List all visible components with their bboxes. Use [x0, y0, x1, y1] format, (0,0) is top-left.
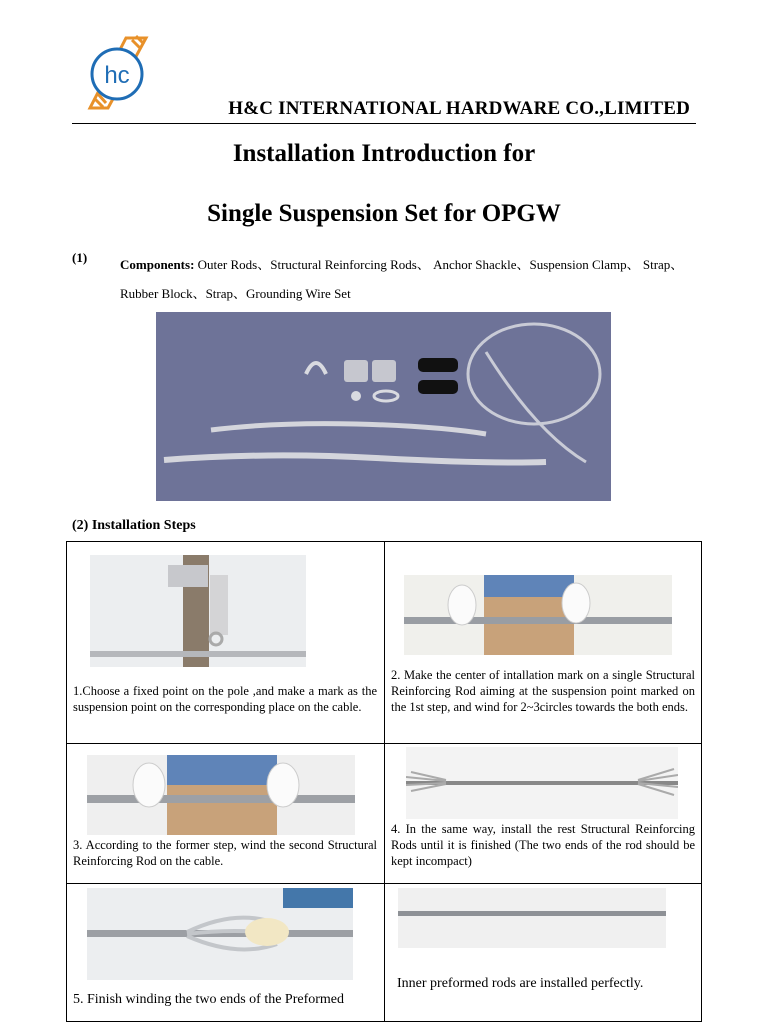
step2-text: 2. Make the center of intallation mark on a single Structural Reinforcing Rod aiming at the suspension point marked on the 1st step, and wind for 2~3circles towards the both ends. — [391, 668, 695, 714]
right-glove-icon — [562, 583, 590, 623]
installation-steps-heading: (2) Installation Steps — [72, 518, 196, 533]
components-list: Outer Rods、Structural Reinforcing Rods、 Anchor Shackle、Suspension Clamp、 Strap、 Rubber Block、Strap、Grounding Wire Set — [120, 257, 684, 301]
table-row-divider — [67, 743, 701, 744]
components-text-block — [120, 250, 720, 308]
step6-photo — [398, 888, 666, 948]
logo-text: hc — [104, 62, 130, 89]
step3-text: 3. According to the former step, wind the second Structural Reinforcing Rod on the cable. — [73, 838, 377, 868]
company-name: H&C INTERNATIONAL HARDWARE CO.,LIMITED — [228, 98, 690, 119]
components-label: Components: — [120, 257, 195, 272]
table-row-divider — [67, 883, 701, 884]
step4-photo — [406, 747, 678, 819]
document-title-line2: Single Suspension Set for OPGW — [207, 200, 561, 227]
step3-photo — [87, 755, 355, 835]
step2-photo — [404, 575, 672, 655]
components-photo — [156, 312, 611, 501]
hc-logo-icon — [86, 34, 152, 114]
step6-text: Inner preformed rods are installed perfectly. — [397, 976, 644, 991]
step5-text: 5. Finish winding the two ends of the Preformed — [73, 992, 345, 1007]
cable-icon — [398, 911, 666, 916]
step1-photo — [90, 555, 306, 667]
cable-icon — [406, 781, 678, 785]
components-number: (1) — [72, 250, 88, 265]
step1-text: 1.Choose a fixed point on the pole ,and make a mark as the suspension point on the corresponding place on the cable. — [73, 684, 377, 714]
cable-icon — [87, 795, 355, 803]
hand-icon — [245, 918, 289, 946]
company-logo — [86, 34, 152, 114]
suspension-clamp-icon — [344, 360, 368, 382]
cable-icon — [404, 617, 672, 624]
document-title-line1: Installation Introduction for — [232, 140, 536, 167]
right-glove-icon — [267, 763, 299, 807]
rubber-block-icon — [418, 358, 458, 372]
step4-text: 4. In the same way, install the rest Structural Reinforcing Rods until it is finished (The two ends of the rod should be kept incompact) — [391, 822, 695, 868]
step5-photo — [87, 888, 353, 980]
table-column-divider — [384, 542, 385, 1021]
header-divider — [72, 123, 696, 124]
installation-steps-table — [66, 541, 702, 1022]
cable-icon — [90, 651, 306, 657]
left-glove-icon — [448, 585, 476, 625]
left-glove-icon — [133, 763, 165, 807]
